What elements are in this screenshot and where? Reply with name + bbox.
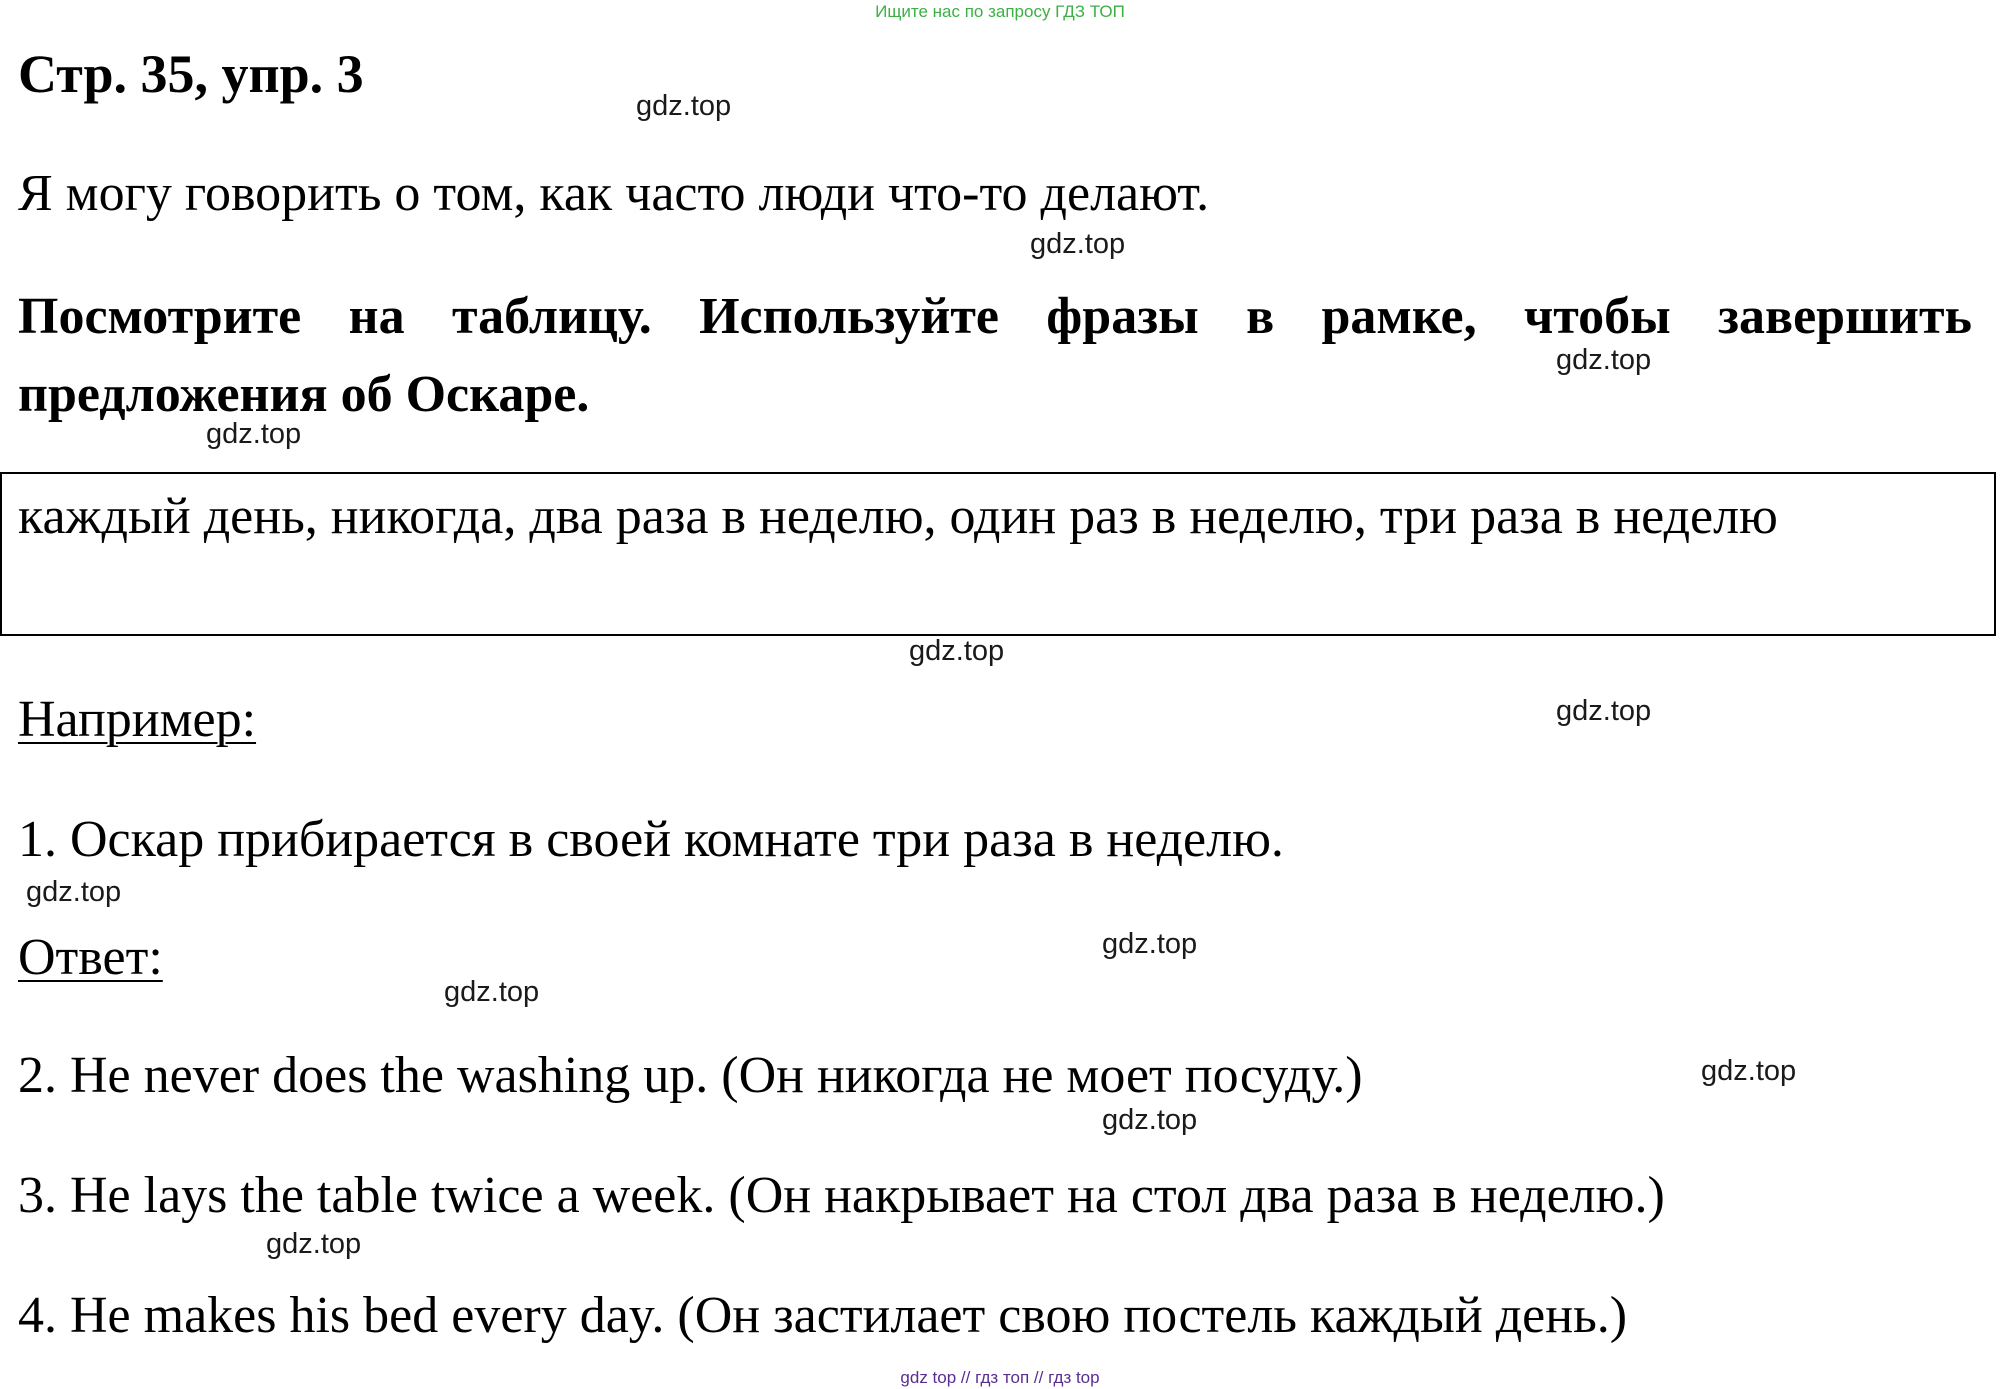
watermark: gdz.top	[1102, 928, 1198, 960]
instruction-text: Посмотрите на таблицу. Используйте фразы в рамке, чтобы завершить предложения об Оскаре.	[18, 288, 1972, 423]
watermark: gdz.top	[1556, 344, 1652, 376]
answer-line-4: 4. He makes his bed every day. (Он застилает свою постель каждый день.)	[18, 1287, 1628, 1344]
page-title: Стр. 35, упр. 3	[18, 44, 364, 104]
watermark: gdz.top	[636, 90, 732, 122]
top-banner[interactable]: Ищите нас по запросу ГДЗ ТОП	[875, 2, 1125, 21]
watermark: gdz.top	[1701, 1055, 1797, 1087]
watermark: gdz.top	[909, 635, 1005, 667]
answer-line-2: 2. He never does the washing up. (Он никогда не моет посуду.)	[18, 1047, 1363, 1104]
watermark: gdz.top	[444, 976, 540, 1008]
footer-links[interactable]: gdz top // гдз топ // гдз top	[900, 1368, 1100, 1387]
answer-label: Ответ:	[18, 929, 163, 986]
example-sentence: 1. Оскар прибирается в своей комнате три раза в неделю.	[18, 811, 1284, 868]
example-label: Например:	[18, 691, 257, 748]
watermark: gdz.top	[206, 418, 302, 450]
watermark: gdz.top	[266, 1228, 362, 1260]
answer-line-3: 3. He lays the table twice a week. (Он накрывает на стол два раза в неделю.)	[18, 1167, 1665, 1224]
watermark: gdz.top	[1556, 695, 1652, 727]
phrase-box-text: каждый день, никогда, два раза в неделю, один раз в неделю, три раза в неделю	[18, 488, 1778, 545]
watermark: gdz.top	[1102, 1104, 1198, 1136]
watermark: gdz.top	[1030, 228, 1126, 260]
watermark: gdz.top	[26, 876, 122, 908]
intro-text: Я могу говорить о том, как часто люди что-то делают.	[18, 165, 1210, 222]
